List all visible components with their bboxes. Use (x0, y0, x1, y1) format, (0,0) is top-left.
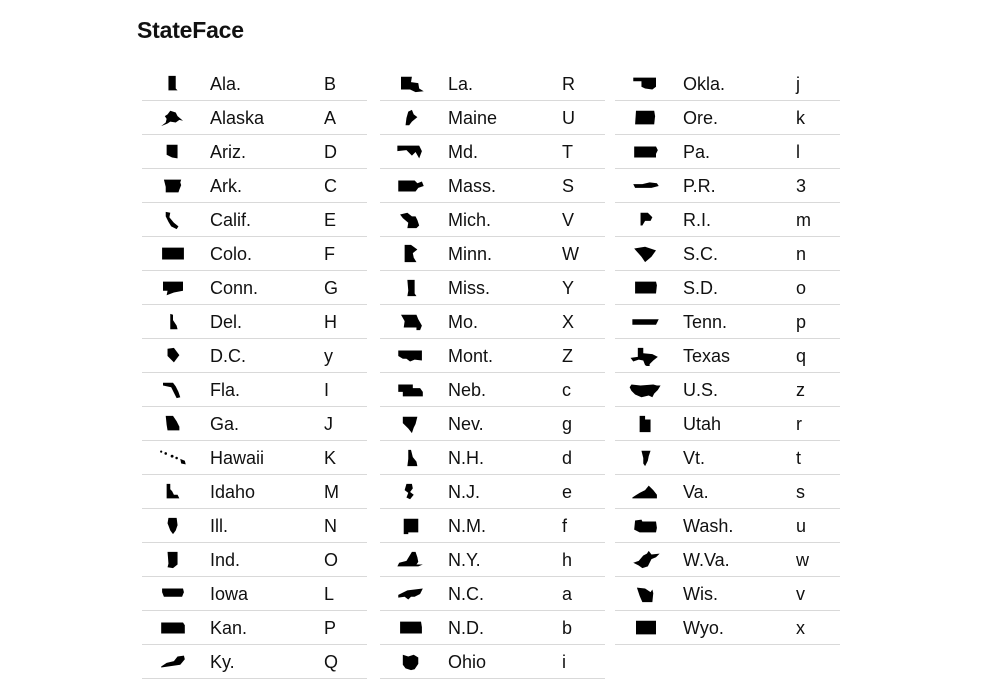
state-name: Ala. (210, 74, 242, 94)
rhode-island-icon (629, 210, 663, 230)
state-key: n (796, 244, 807, 264)
state-row (380, 577, 605, 611)
page-title: StateFace (137, 17, 244, 43)
state-row (615, 169, 840, 203)
state-key: O (324, 550, 339, 570)
state-name: Calif. (210, 210, 252, 230)
state-name: Utah (683, 414, 722, 434)
state-row (142, 101, 367, 135)
state-name: Hawaii (210, 448, 265, 468)
state-row (380, 373, 605, 407)
state-row (142, 577, 367, 611)
state-row (142, 611, 367, 645)
state-row (615, 577, 840, 611)
state-row (615, 543, 840, 577)
state-key: Q (324, 652, 339, 672)
new-mexico-icon (394, 516, 428, 536)
state-key: N (324, 516, 337, 536)
georgia-icon (156, 414, 190, 434)
state-name: N.H. (448, 448, 484, 468)
state-key: a (562, 584, 573, 604)
washington-icon (629, 516, 663, 536)
state-name: Mont. (448, 346, 494, 366)
state-key: x (796, 618, 805, 638)
nevada-icon (394, 414, 428, 434)
state-name: U.S. (683, 380, 719, 400)
state-name: S.D. (683, 278, 719, 298)
state-key: k (796, 108, 805, 128)
wisconsin-icon (629, 584, 663, 604)
arizona-icon (156, 142, 190, 162)
state-row (142, 135, 367, 169)
state-row (142, 305, 367, 339)
state-name: Miss. (448, 278, 490, 298)
state-key: d (562, 448, 573, 468)
state-key: Z (562, 346, 573, 366)
state-name: Ark. (210, 176, 243, 196)
state-key: e (562, 482, 573, 502)
state-key: 3 (796, 176, 807, 196)
state-row (380, 475, 605, 509)
state-name: Texas (683, 346, 731, 366)
nebraska-icon (394, 380, 428, 400)
state-key: f (562, 516, 568, 536)
state-key: G (324, 278, 339, 298)
state-key: L (324, 584, 335, 604)
state-name: Ore. (683, 108, 719, 128)
state-row (615, 475, 840, 509)
state-name: W.Va. (683, 550, 730, 570)
state-key: c (562, 380, 571, 400)
state-column-1 (142, 67, 367, 679)
state-key: l (796, 142, 800, 162)
state-name: N.C. (448, 584, 484, 604)
florida-icon (156, 380, 190, 400)
delaware-icon (156, 312, 190, 332)
south-dakota-icon (629, 278, 663, 298)
state-row (615, 305, 840, 339)
maine-icon (394, 108, 428, 128)
state-name: S.C. (683, 244, 719, 264)
state-row (615, 271, 840, 305)
kentucky-icon (156, 652, 190, 672)
state-key: B (324, 74, 337, 94)
state-column-2 (380, 67, 605, 679)
vermont-icon (629, 448, 663, 468)
state-name: Conn. (210, 278, 259, 298)
state-row (615, 407, 840, 441)
state-row (380, 543, 605, 577)
state-row (142, 543, 367, 577)
utah-icon (629, 414, 663, 434)
indiana-icon (156, 550, 190, 570)
state-name: Ariz. (210, 142, 246, 162)
state-key: i (562, 652, 566, 672)
state-key: o (796, 278, 807, 298)
puerto-rico-icon (629, 176, 663, 196)
state-key: U (562, 108, 575, 128)
state-key: m (796, 210, 811, 230)
new-jersey-icon (394, 482, 428, 502)
state-name: Mich. (448, 210, 492, 230)
state-row (380, 271, 605, 305)
michigan-icon (394, 210, 428, 230)
state-key: M (324, 482, 339, 502)
state-key: t (796, 448, 802, 468)
idaho-icon (156, 482, 190, 502)
state-name: Okla. (683, 74, 726, 94)
state-name: N.Y. (448, 550, 481, 570)
state-row (380, 645, 605, 679)
state-key: S (562, 176, 575, 196)
missouri-icon (394, 312, 428, 332)
state-name: Vt. (683, 448, 706, 468)
state-name: N.M. (448, 516, 486, 536)
state-key: W (562, 244, 579, 264)
state-name: N.J. (448, 482, 481, 502)
state-name: D.C. (210, 346, 246, 366)
state-key: g (562, 414, 573, 434)
state-row (615, 203, 840, 237)
alaska-icon (156, 108, 190, 128)
state-row (380, 135, 605, 169)
state-name: Pa. (683, 142, 711, 162)
maryland-icon (394, 142, 428, 162)
state-name: Del. (210, 312, 243, 332)
state-row (380, 611, 605, 645)
state-row (142, 169, 367, 203)
state-name: Neb. (448, 380, 487, 400)
arkansas-icon (156, 176, 190, 196)
state-name: Wash. (683, 516, 734, 536)
state-name: Wis. (683, 584, 718, 604)
state-row (380, 101, 605, 135)
south-carolina-icon (629, 244, 663, 264)
state-name: Iowa (210, 584, 249, 604)
state-key: T (562, 142, 573, 162)
state-row (142, 67, 367, 101)
state-row (380, 67, 605, 101)
north-dakota-icon (394, 618, 428, 638)
new-hampshire-icon (394, 448, 428, 468)
state-name: Nev. (448, 414, 484, 434)
state-row (142, 407, 367, 441)
state-key: r (796, 414, 802, 434)
california-icon (156, 210, 190, 230)
state-key: C (324, 176, 337, 196)
colorado-icon (156, 244, 190, 264)
state-row (380, 441, 605, 475)
state-row (142, 271, 367, 305)
state-key: H (324, 312, 337, 332)
state-row (615, 237, 840, 271)
state-name: Ind. (210, 550, 241, 570)
state-row (380, 305, 605, 339)
state-name: P.R. (683, 176, 716, 196)
ohio-icon (394, 652, 428, 672)
oregon-icon (629, 108, 663, 128)
state-key: w (796, 550, 809, 570)
state-row (615, 101, 840, 135)
state-name: Ohio (448, 652, 487, 672)
state-key: p (796, 312, 807, 332)
state-row (380, 237, 605, 271)
west-virginia-icon (629, 550, 663, 570)
state-key: y (324, 346, 333, 366)
state-key: D (324, 142, 337, 162)
state-name: Tenn. (683, 312, 728, 332)
state-row (380, 169, 605, 203)
state-key: q (796, 346, 807, 366)
state-key: E (324, 210, 337, 230)
dc-icon (156, 346, 190, 366)
state-name: Wyo. (683, 618, 724, 638)
state-row (142, 509, 367, 543)
state-row (615, 509, 840, 543)
new-york-icon (394, 550, 428, 570)
state-name: Idaho (210, 482, 256, 502)
state-row (142, 373, 367, 407)
state-row (615, 339, 840, 373)
state-key: F (324, 244, 335, 264)
tennessee-icon (629, 312, 663, 332)
state-name: Ga. (210, 414, 240, 434)
iowa-icon (156, 584, 190, 604)
montana-icon (394, 346, 428, 366)
state-name: R.I. (683, 210, 712, 230)
alabama-icon (156, 74, 190, 94)
state-row (615, 373, 840, 407)
state-key: V (562, 210, 575, 230)
state-name: La. (448, 74, 474, 94)
state-key: Y (562, 278, 575, 298)
state-row (142, 237, 367, 271)
state-key: h (562, 550, 573, 570)
state-row (142, 441, 367, 475)
state-row (142, 339, 367, 373)
state-key: J (324, 414, 333, 434)
state-key: X (562, 312, 575, 332)
state-name: Maine (448, 108, 498, 128)
state-key: j (796, 74, 800, 94)
state-key: z (796, 380, 805, 400)
pennsylvania-icon (629, 142, 663, 162)
state-key: R (562, 74, 575, 94)
state-row (380, 339, 605, 373)
state-row (615, 441, 840, 475)
state-key: s (796, 482, 805, 502)
illinois-icon (156, 516, 190, 536)
state-row (142, 475, 367, 509)
state-row (615, 611, 840, 645)
state-name: Mass. (448, 176, 497, 196)
state-name: Kan. (210, 618, 248, 638)
state-row (615, 67, 840, 101)
state-key: K (324, 448, 337, 468)
united-states-icon (629, 380, 663, 400)
state-name: N.D. (448, 618, 484, 638)
state-name: Mo. (448, 312, 479, 332)
kansas-icon (156, 618, 190, 638)
state-name: Alaska (210, 108, 265, 128)
state-name: Fla. (210, 380, 241, 400)
state-key: P (324, 618, 337, 638)
state-name: Md. (448, 142, 479, 162)
state-row (142, 203, 367, 237)
state-key: b (562, 618, 573, 638)
state-key: v (796, 584, 805, 604)
connecticut-icon (156, 278, 190, 298)
state-row (380, 509, 605, 543)
north-carolina-icon (394, 584, 428, 604)
louisiana-icon (394, 74, 428, 94)
state-key: u (796, 516, 807, 536)
state-row (142, 645, 367, 679)
state-name: Ky. (210, 652, 235, 672)
state-name: Colo. (210, 244, 253, 264)
state-column-3 (615, 67, 840, 645)
massachusetts-icon (394, 176, 428, 196)
wyoming-icon (629, 618, 663, 638)
state-key: A (324, 108, 337, 128)
virginia-icon (629, 482, 663, 502)
texas-icon (629, 346, 663, 366)
mississippi-icon (394, 278, 428, 298)
state-row (380, 407, 605, 441)
state-name: Minn. (448, 244, 493, 264)
minnesota-icon (394, 244, 428, 264)
hawaii-icon (156, 448, 190, 468)
state-row (615, 135, 840, 169)
oklahoma-icon (629, 74, 663, 94)
state-name: Va. (683, 482, 709, 502)
state-key: I (324, 380, 330, 400)
state-name: Ill. (210, 516, 228, 536)
state-row (380, 203, 605, 237)
